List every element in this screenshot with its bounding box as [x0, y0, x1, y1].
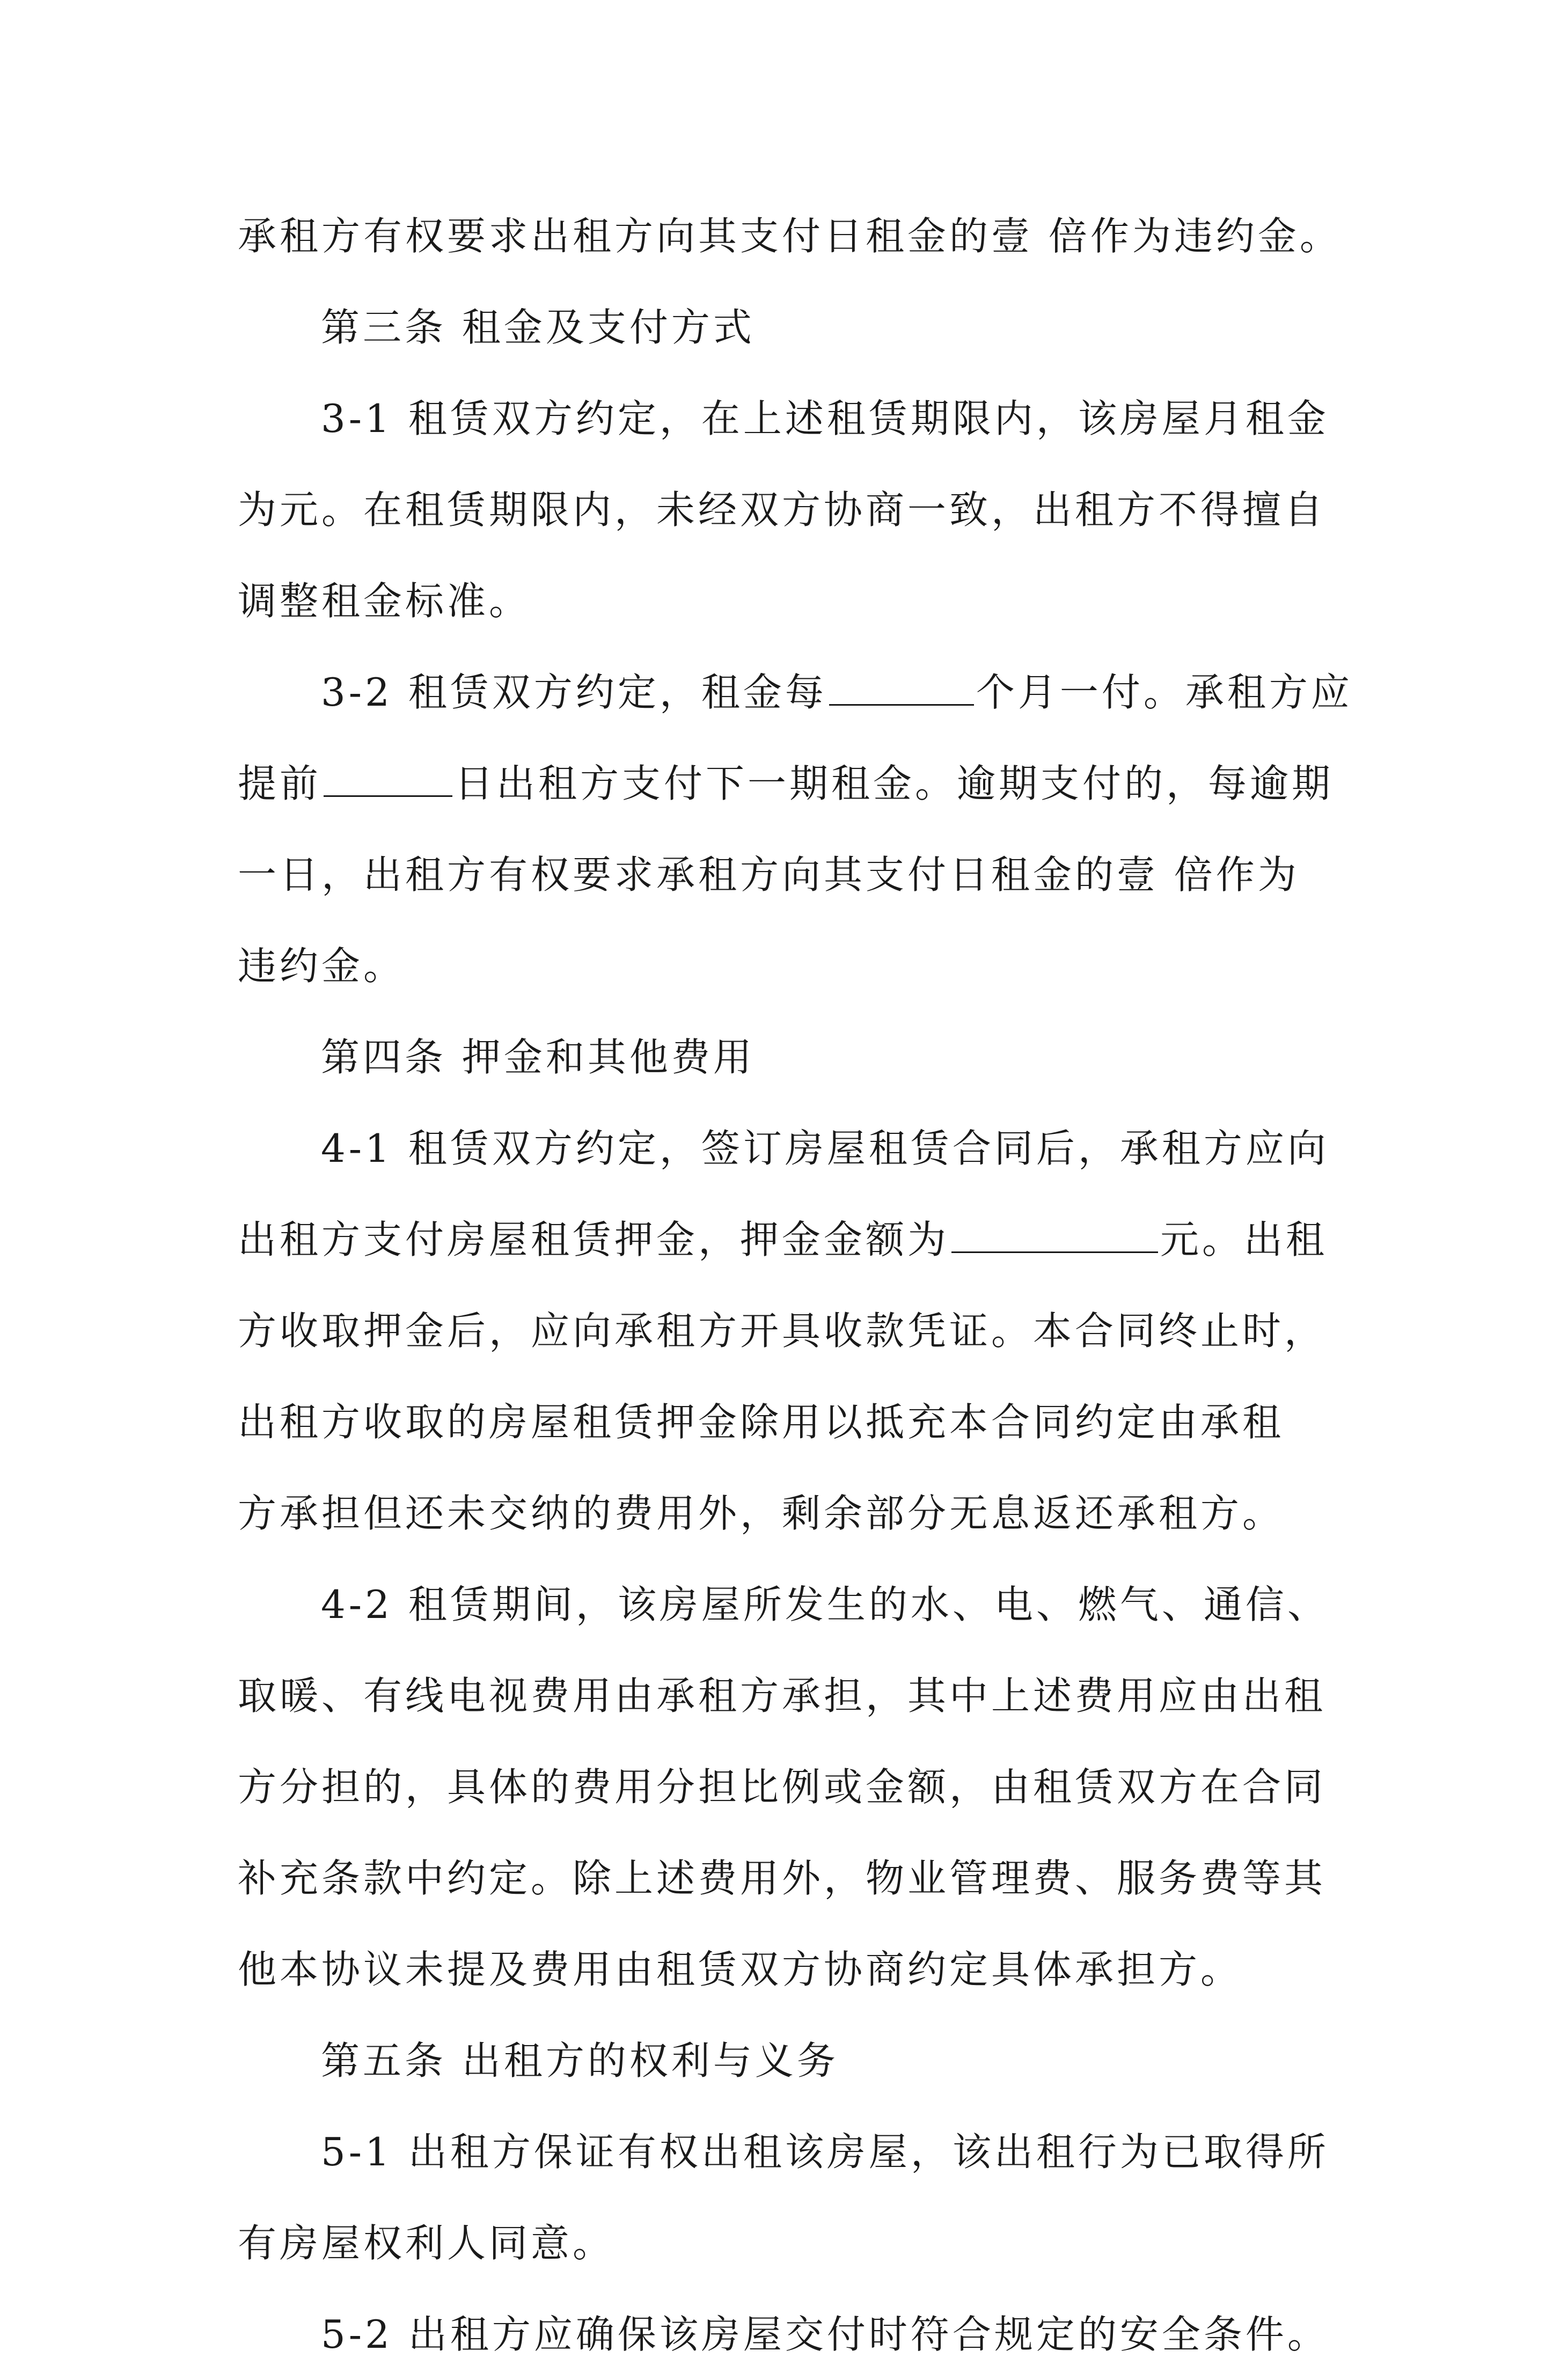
text-line: 方承担但还未交纳的费用外，剩余部分无息返还承租方。: [238, 1491, 1285, 1536]
text-line: 5-1 出租方保证有权出租该房屋，该出租行为已取得所: [321, 2129, 1329, 2174]
text-line: 违约金。: [238, 943, 406, 988]
text-line: 方分担的，具体的费用分担比例或金额，由租赁双方在合同: [238, 1764, 1327, 1810]
text-segment: 提前: [238, 761, 322, 806]
text-line: [238, 1194, 1328, 1285]
section-heading-3: 第三条 租金及支付方式: [321, 305, 755, 350]
text-line: 取暖、有线电视费用由承租方承担，其中上述费用应由出租: [238, 1673, 1327, 1718]
text-segment: 元。出租: [1160, 1217, 1328, 1262]
text-segment: 出租方支付房屋租赁押金，押金金额为: [238, 1217, 950, 1262]
text-line: 一日，出租方有权要求承租方向其支付日租金的壹 倍作为: [238, 852, 1300, 897]
text-line: [238, 647, 1353, 738]
text-line: 方收取押金后，应向承租方开具收款凭证。本合同终止时，: [238, 1308, 1327, 1353]
section-heading-5: 第五条 出租方的权利与义务: [321, 2038, 839, 2083]
text-line: 4-1 租赁双方约定，签订房屋租赁合同后，承租方应向: [321, 1126, 1329, 1171]
text-segment: 3-2 租赁双方约定，租金每: [321, 670, 827, 715]
text-line: 3-1 租赁双方约定，在上述租赁期限内，该房屋月租金: [321, 396, 1329, 441]
contract-text: [238, 191, 1353, 2380]
blank-field-days: [324, 763, 452, 797]
text-line: 有房屋权利人同意。: [238, 2221, 615, 2266]
text-segment: 日出租方支付下一期租金。逾期支付的，每逾期: [455, 761, 1334, 806]
text-line: 出租方收取的房屋租赁押金除用以抵充本合同约定由承租: [238, 1400, 1285, 1445]
section-heading-4: 第四条 押金和其他费用: [321, 1035, 755, 1080]
blank-field-deposit: [951, 1219, 1158, 1253]
text-line: 调整租金标准。: [238, 578, 531, 624]
text-line: 为元。在租赁期限内，未经双方协商一致，出租方不得擅自: [238, 487, 1327, 532]
text-line: 承租方有权要求出租方向其支付日租金的壹 倍作为违约金。: [238, 214, 1342, 259]
text-line: 5-2 出租方应确保该房屋交付时符合规定的安全条件。: [321, 2312, 1329, 2357]
blank-field-months: [829, 672, 974, 706]
text-line: 补充条款中约定。除上述费用外，物业管理费、服务费等其: [238, 1856, 1327, 1901]
text-line: 4-2 租赁期间，该房屋所发生的水、电、燃气、通信、: [321, 1582, 1329, 1627]
text-segment: 个月一付。承租方应: [976, 670, 1353, 715]
text-line: 他本协议未提及费用由租赁双方协商约定具体承担方。: [238, 1947, 1243, 1992]
text-line: [238, 738, 1334, 829]
